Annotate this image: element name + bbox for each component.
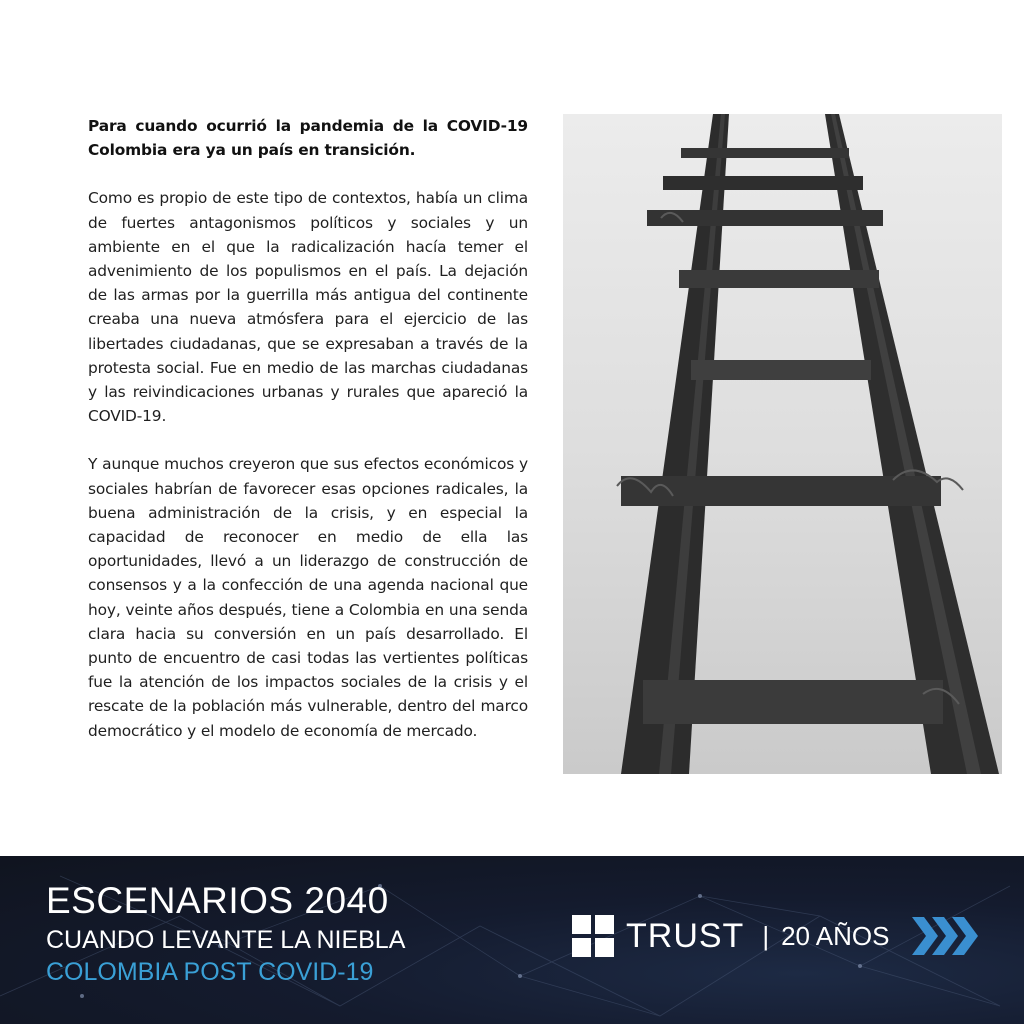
article-paragraph-1: Como es propio de este tipo de contextos, había un clima de fuertes antagonismos políticos y sociales y un ambiente en el que la radicalización hacía temer el advenimiento de los populismos en el país. La dejación de las armas por la guerrilla más antigua del continente creaba una nueva atmósfera para el ejercicio de las libertades ciudadanas, que se expresaban a través de la protesta social. Fue en medio de las marchas ciudadanas y las reivindicaciones urbanas y rurales que apareció la COVID-19. <box>88 189 528 426</box>
ladder-photo <box>563 114 1002 774</box>
footer-banner <box>0 856 1024 1024</box>
brand-lockup <box>572 914 980 958</box>
chevron-arrows-icon <box>910 913 980 959</box>
brand-years: 20 AÑOS <box>781 920 890 951</box>
footer-title: ESCENARIOS 2040 <box>46 880 389 921</box>
article-paragraph-2: Y aunque muchos creyeron que sus efectos económicos y sociales habrían de favorecer esas opciones radicales, la buena administración de la crisis, y en especial la capacidad de reconocer en medio de ella las oportunidades, llevó a un liderazgo de construcción de consensos y a la confección de una agenda nacional que hoy, veinte años después, tiene a Colombia en una senda clara hacia su conversión en un país desarrollado. El punto de encuentro de casi todas las vertientes políticas fue la atención de los impactos sociales de la crisis y el rescate de la población más vulnerable, dentro del marco democrático y el modelo de economía de mercado. <box>88 455 528 740</box>
brand-name: TRUST <box>626 916 745 955</box>
article-lead: Para cuando ocurrió la pandemia de la COVID-19 Colombia era ya un país en transición. <box>88 117 528 160</box>
brand-separator: | <box>762 920 770 951</box>
article-body <box>88 114 528 767</box>
trust-logo-icon <box>572 915 614 957</box>
ladder-illustration <box>563 114 1002 774</box>
footer-subtitle: CUANDO LEVANTE LA NIEBLA <box>46 926 406 954</box>
footer-subtitle-accent: COLOMBIA POST COVID-19 <box>46 958 374 986</box>
